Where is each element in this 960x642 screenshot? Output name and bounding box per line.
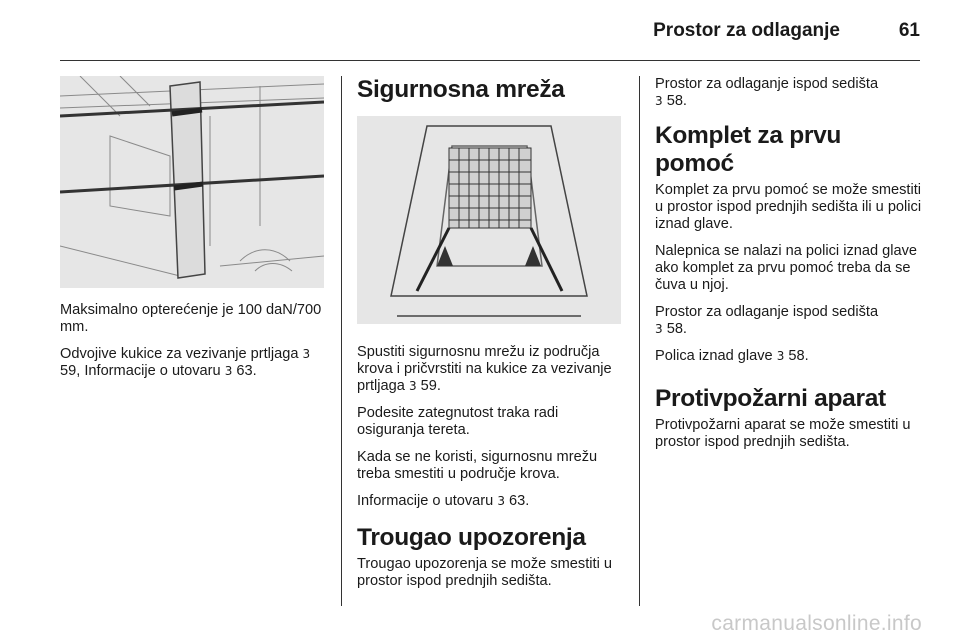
- page-number: 61: [898, 20, 920, 41]
- under-seat-storage-text: Prostor za odlaganje ispod sedišta: [655, 304, 879, 320]
- fire-extinguisher-text: Protivpožarni aparat se može smestiti u prostor ispod prednjih sedišta.: [655, 417, 911, 450]
- warning-triangle-text: Trougao upozorenja se može smestiti u prostor ispod prednjih sedišta.: [357, 556, 612, 589]
- under-seat-storage-ref-page: 58.: [666, 321, 687, 337]
- safety-net-illustration: [357, 116, 621, 324]
- safety-net-ref-page: 59.: [420, 378, 441, 394]
- overhead-shelf-ref-page: 58.: [788, 348, 809, 364]
- column-middle: [357, 76, 627, 600]
- page-reference-icon: 3: [655, 322, 663, 336]
- column-divider: [639, 76, 640, 606]
- load-limit-text: Maksimalno opterećenje je 100 daN/700 mm.: [60, 302, 322, 335]
- first-aid-text: Komplet za prvu pomoć se može smestiti u prostor ispod prednjih sedišta ili u polici iznad glave.: [655, 182, 922, 232]
- overhead-shelf-paragraph: [655, 348, 925, 365]
- section-heading-first-aid: Komplet za prvu pomoć: [655, 122, 842, 177]
- under-seat-storage-ref-page: 58.: [666, 93, 687, 109]
- hooks-text: Odvojive kukice za vezivanje prtljaga: [60, 346, 299, 362]
- column-right: [655, 76, 925, 461]
- loading-info-paragraph: [357, 493, 627, 510]
- page-header: [0, 0, 960, 62]
- storage-text: Kada se ne koristi, sigurnosnu mrežu treba smestiti u područje krova.: [357, 449, 598, 482]
- label-text: Nalepnica se nalazi na polici iznad glave ako komplet za prvu pomoć treba da se čuva u njoj.: [655, 243, 918, 293]
- watermark: carmanualsonline.info: [711, 612, 922, 635]
- hooks-ref-page: 63.: [236, 363, 257, 379]
- page-reference-icon: 3: [408, 379, 417, 393]
- section-heading-warning-triangle: Trougao upozorenja: [357, 524, 586, 551]
- tension-text: Podesite zategnutost traka radi osiguranja tereta.: [357, 405, 559, 438]
- safety-net-instruction: [357, 344, 627, 395]
- page-reference-icon: 3: [655, 94, 663, 108]
- hooks-paragraph: [60, 346, 328, 380]
- overhead-shelf-text: Polica iznad glave: [655, 348, 773, 364]
- under-seat-storage-text: Prostor za odlaganje ispod sedišta: [655, 76, 879, 92]
- cargo-area-illustration: [60, 76, 324, 288]
- safety-net-text: Spustiti sigurnosnu mrežu iz područja krova i pričvrstiti na kukice za vezivanje prtljaga: [357, 344, 612, 394]
- page-reference-icon: 3: [497, 494, 505, 508]
- section-heading-safety-net: Sigurnosna mreža: [357, 76, 565, 103]
- page-reference-icon: 3: [224, 364, 233, 378]
- header-rule: [60, 60, 920, 61]
- under-seat-storage-paragraph: [655, 76, 925, 110]
- section-heading-fire-extinguisher: Protivpožarni aparat: [655, 385, 886, 412]
- column-left: [60, 76, 328, 390]
- loading-info-text: Informacije o utovaru: [357, 493, 494, 509]
- page-reference-icon: 3: [302, 347, 311, 361]
- page-title: Prostor za odlaganje: [653, 20, 840, 41]
- under-seat-storage-paragraph-2: [655, 304, 925, 338]
- column-divider: [341, 76, 342, 606]
- hooks-ref-text: 59, Informacije o utovaru: [60, 363, 221, 379]
- loading-info-ref-page: 63.: [509, 493, 530, 509]
- page-reference-icon: 3: [776, 349, 785, 363]
